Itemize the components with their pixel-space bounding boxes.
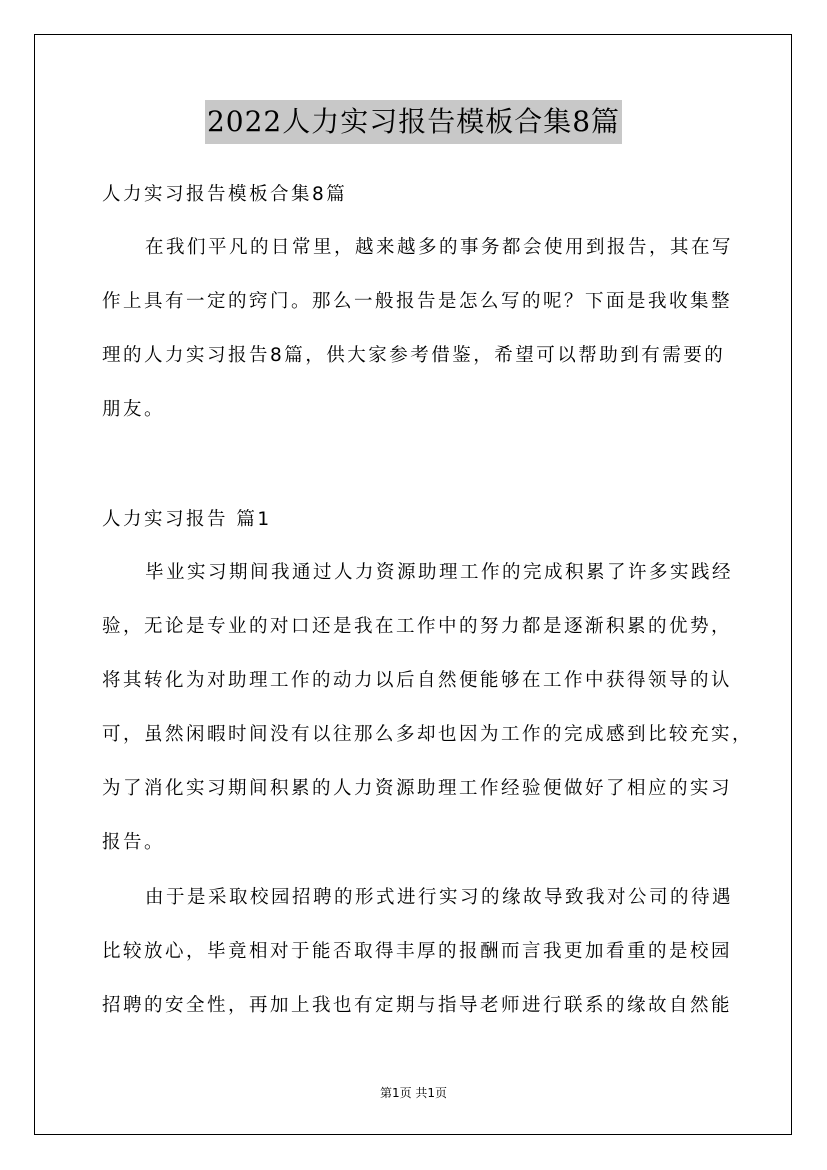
intro-line: 作上具有一定的窍门。那么一般报告是怎么写的呢？下面是我收集整 — [102, 291, 733, 312]
paragraph-line: 验，无论是专业的对口还是我在工作中的努力都是逐渐积累的优势， — [102, 616, 733, 637]
paragraph-line: 比较放心，毕竟相对于能否取得丰厚的报酬而言我更加看重的是校园 — [102, 941, 733, 962]
page-number-footer: 第1页 共1页 — [379, 1086, 448, 1100]
paragraph-line: 将其转化为对助理工作的动力以后自然便能够在工作中获得领导的认 — [102, 670, 733, 691]
document-title: 2022人力实习报告模板合集8篇 — [205, 100, 622, 144]
intro-line: 在我们平凡的日常里，越来越多的事务都会使用到报告，其在写 — [145, 237, 734, 258]
paragraph-line: 为了消化实习期间积累的人力资源助理工作经验便做好了相应的实习 — [102, 778, 733, 799]
intro-line: 理的人力实习报告8篇，供大家参考借鉴，希望可以帮助到有需要的 — [102, 345, 726, 366]
section-heading: 人力实习报告 篇1 — [102, 509, 272, 530]
paragraph-line: 由于是采取校园招聘的形式进行实习的缘故导致我对公司的待遇 — [145, 887, 734, 908]
paragraph-line: 报告。 — [102, 832, 166, 853]
subtitle: 人力实习报告模板合集8篇 — [102, 184, 348, 205]
paragraph-line: 毕业实习期间我通过人力资源助理工作的完成积累了许多实践经 — [145, 562, 734, 583]
document-title-wrap — [0, 100, 827, 144]
intro-line: 朋友。 — [102, 399, 166, 420]
paragraph-line: 招聘的安全性，再加上我也有定期与指导老师进行联系的缘故自然能 — [102, 995, 733, 1016]
paragraph-line: 可，虽然闲暇时间没有以往那么多却也因为工作的完成感到比较充实， — [102, 724, 754, 745]
